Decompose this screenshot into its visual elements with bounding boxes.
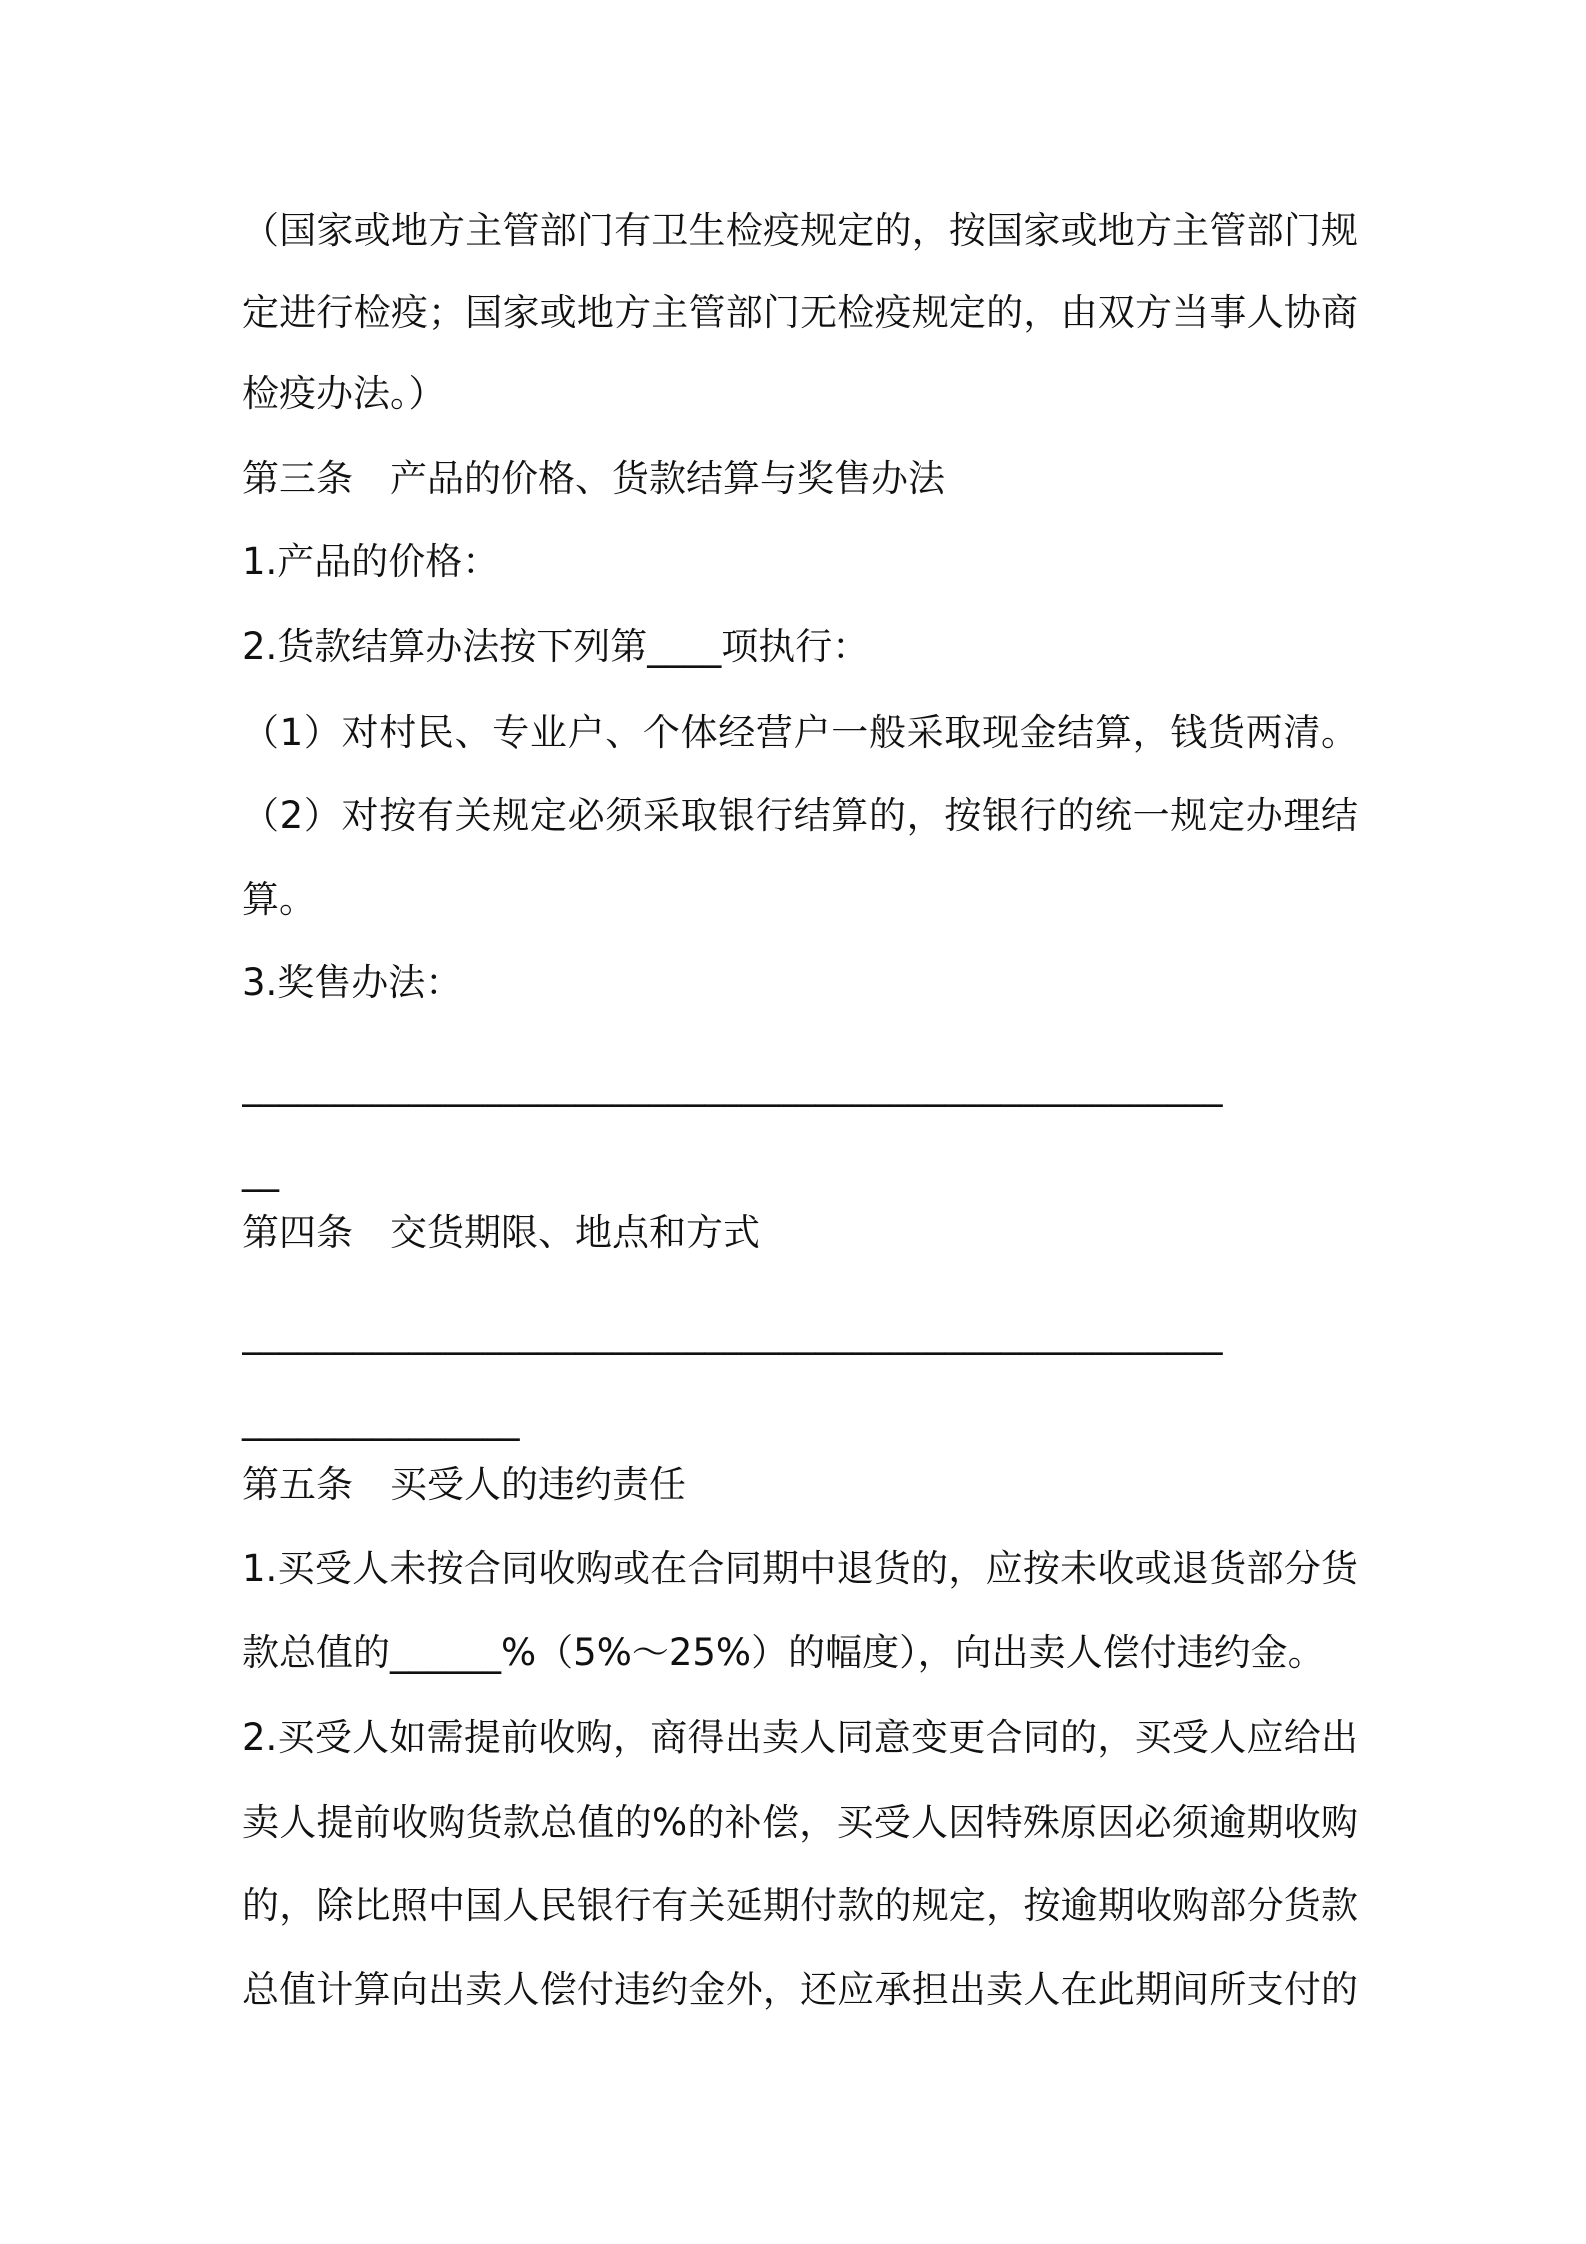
article-5-heading: 第五条 买受人的违约责任 <box>242 1463 686 1506</box>
settlement-option-1: （1）对村民、专业户、个体经营户一般采取现金结算，钱货两清。 <box>242 711 1358 754</box>
blank-line: _______________ <box>242 1398 520 1441</box>
paragraph-line: 的，除比照中国人民银行有关延期付款的规定，按逾期收购部分货款 <box>242 1884 1358 1927</box>
paragraph-line: 1.买受人未按合同收购或在合同期中退货的，应按未收或退货部分货 <box>242 1547 1358 1590</box>
blank-line: _____________________________________________________ <box>242 1064 1223 1107</box>
item-settlement: 2.货款结算办法按下列第____项执行： <box>242 625 870 668</box>
article-3-heading: 第三条 产品的价格、货款结算与奖售办法 <box>242 457 945 500</box>
paragraph-line: 定进行检疫；国家或地方主管部门无检疫规定的，由双方当事人协商 <box>242 291 1358 334</box>
paragraph-line: 2.买受人如需提前收购，商得出卖人同意变更合同的，买受人应给出 <box>242 1716 1358 1759</box>
paragraph-line: 检疫办法。） <box>242 372 446 415</box>
item-price: 1.产品的价格： <box>242 540 500 583</box>
paragraph-line: 款总值的______%（5%～25%）的幅度），向出卖人偿付违约金。 <box>242 1631 1325 1674</box>
paragraph-line: 卖人提前收购货款总值的%的补偿，买受人因特殊原因必须逾期收购 <box>242 1801 1358 1844</box>
settlement-option-2: （2）对按有关规定必须采取银行结算的，按银行的统一规定办理结 <box>242 794 1358 837</box>
paragraph-line: （国家或地方主管部门有卫生检疫规定的，按国家或地方主管部门规 <box>242 209 1358 252</box>
paragraph-line: 总值计算向出卖人偿付违约金外，还应承担出卖人在此期间所支付的 <box>242 1968 1358 2011</box>
article-4-heading: 第四条 交货期限、地点和方式 <box>242 1211 760 1254</box>
blank-line: __ <box>242 1149 279 1192</box>
item-incentive: 3.奖售办法： <box>242 961 463 1004</box>
blank-line: _____________________________________________________ <box>242 1312 1223 1355</box>
paragraph-line: 算。 <box>242 878 316 921</box>
